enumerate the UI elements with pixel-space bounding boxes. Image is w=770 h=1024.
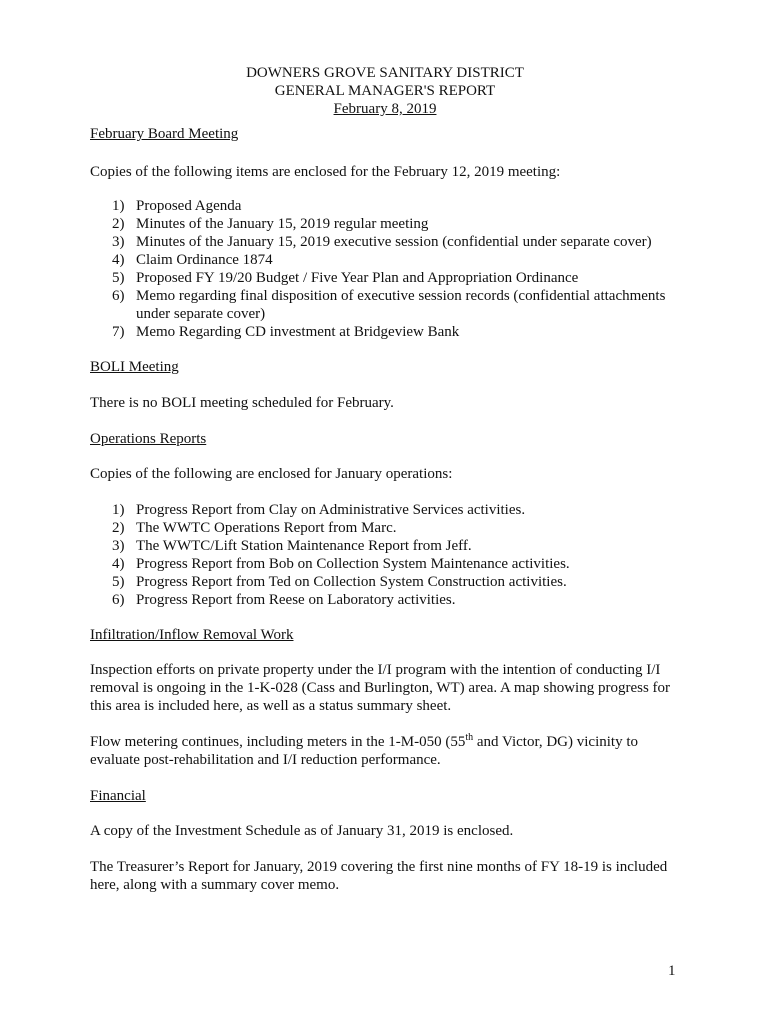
item-number: 5) [112, 574, 125, 590]
financial-heading: Financial [90, 788, 146, 804]
operations-heading: Operations Reports [90, 431, 207, 447]
board-meeting-heading: February Board Meeting [90, 126, 239, 142]
board-items-list [112, 197, 687, 341]
item-number: 4) [112, 556, 125, 572]
financial-paragraph-1: A copy of the Investment Schedule as of January 31, 2019 is enclosed. [90, 823, 514, 839]
item-number: 4) [112, 252, 125, 268]
page-number: 1 [668, 963, 676, 979]
item-text: Proposed Agenda [136, 198, 242, 214]
item-text: Progress Report from Clay on Administrative Services activities. [136, 502, 526, 518]
list-item [112, 573, 687, 591]
infiltration-heading: Infiltration/Inflow Removal Work [90, 627, 294, 643]
item-text: Proposed FY 19/20 Budget / Five Year Plan and Appropriation Ordinance [136, 270, 579, 286]
list-item [112, 233, 687, 251]
item-number: 3) [112, 234, 125, 250]
item-text: Progress Report from Ted on Collection System Construction activities. [136, 574, 567, 590]
list-item [112, 287, 687, 323]
item-number: 2) [112, 520, 125, 536]
boli-meeting-text: There is no BOLI meeting scheduled for February. [90, 395, 394, 411]
report-date: February 8, 2019 [333, 101, 437, 117]
item-text: Progress Report from Reese on Laboratory activities. [136, 592, 456, 608]
flow-text-start: Flow metering continues, including meters in the 1-M-050 (55 [90, 734, 466, 750]
item-text: Progress Report from Bob on Collection System Maintenance activities. [136, 556, 570, 572]
operations-items-list [112, 501, 687, 609]
item-text: Claim Ordinance 1874 [136, 252, 273, 268]
item-text: The WWTC Operations Report from Marc. [136, 520, 397, 536]
item-text: Minutes of the January 15, 2019 regular meeting [136, 216, 429, 232]
document-header [0, 64, 770, 118]
item-number: 1) [112, 198, 125, 214]
list-item [112, 323, 687, 341]
item-number: 7) [112, 324, 125, 340]
item-text: Memo Regarding CD investment at Bridgeview Bank [136, 324, 460, 340]
board-meeting-intro: Copies of the following items are enclosed for the February 12, 2019 meeting: [90, 164, 561, 180]
list-item [112, 197, 687, 215]
list-item [112, 501, 687, 519]
item-number: 5) [112, 270, 125, 286]
infiltration-paragraph-1: Inspection efforts on private property under the I/I program with the intention of conducting I/I removal is ongoing in the 1-K-028 (Cass and Burlington, WT) area. A map showing progress for this area is included here, as well as a status summary sheet. [90, 662, 671, 714]
flow-text-end: and Victor, DG) vicinity to evaluate post-rehabilitation and I/I reduction performance. [90, 734, 639, 768]
list-item [112, 269, 687, 287]
operations-intro: Copies of the following are enclosed for January operations: [90, 466, 453, 482]
report-title: GENERAL MANAGER'S REPORT [274, 83, 496, 99]
list-item [112, 519, 687, 537]
list-item [112, 555, 687, 573]
item-number: 2) [112, 216, 125, 232]
boli-meeting-heading: BOLI Meeting [90, 359, 179, 375]
financial-paragraph-2: The Treasurer’s Report for January, 2019 covering the first nine months of FY 18-19 is included here, along with a summary cover memo. [90, 859, 668, 893]
item-number: 1) [112, 502, 125, 518]
org-name: DOWNERS GROVE SANITARY DISTRICT [246, 65, 524, 81]
item-text: Memo regarding final disposition of executive session records (confidential attachments under separate cover) [136, 288, 666, 322]
list-item [112, 251, 687, 269]
list-item [112, 537, 687, 555]
item-number: 6) [112, 288, 125, 304]
item-number: 3) [112, 538, 125, 554]
infiltration-paragraph-2 [90, 733, 685, 769]
item-text: The WWTC/Lift Station Maintenance Report from Jeff. [136, 538, 472, 554]
item-text: Minutes of the January 15, 2019 executive session (confidential under separate cover) [136, 234, 652, 250]
item-number: 6) [112, 592, 125, 608]
list-item [112, 215, 687, 233]
ordinal-suffix: th [465, 732, 474, 743]
list-item [112, 591, 687, 609]
